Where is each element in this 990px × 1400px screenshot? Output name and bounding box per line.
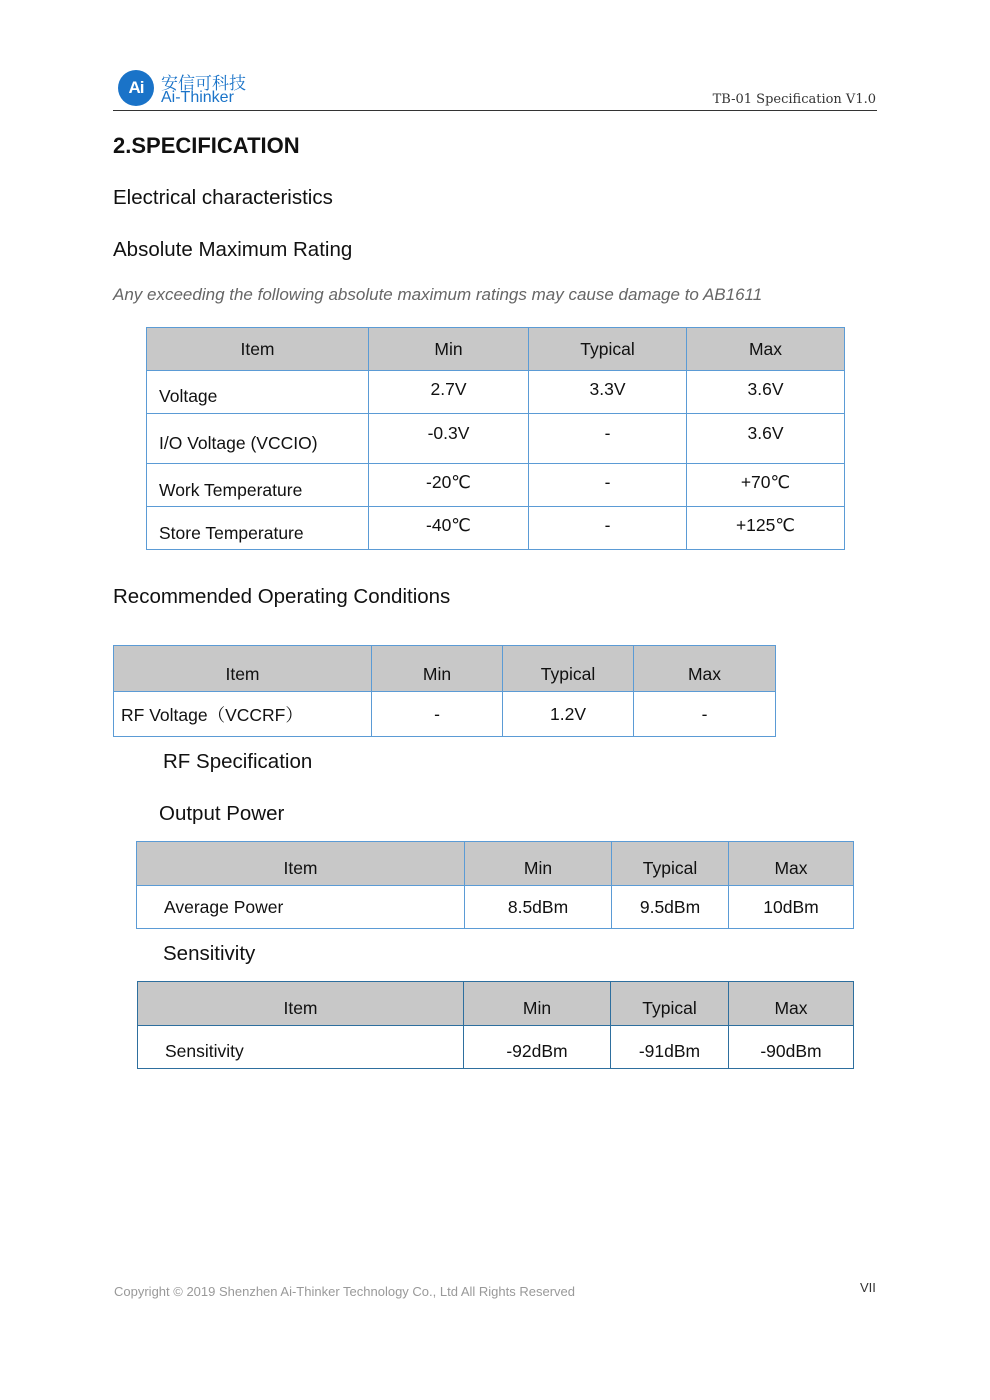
cell-typical: 9.5dBm bbox=[612, 886, 729, 929]
header-typical: Typical bbox=[612, 842, 729, 886]
cell-max: - bbox=[634, 692, 776, 737]
header-typical: Typical bbox=[529, 328, 687, 371]
absmax-title: Absolute Maximum Rating bbox=[113, 238, 353, 261]
logo-mark: Ai bbox=[128, 78, 144, 97]
output-power-title: Output Power bbox=[159, 802, 285, 825]
output-power-table bbox=[136, 841, 854, 929]
header-max: Max bbox=[729, 982, 854, 1026]
cell-typical: 3.3V bbox=[529, 371, 687, 414]
cell-typical: -91dBm bbox=[611, 1026, 729, 1069]
cell-item: Sensitivity bbox=[138, 1026, 464, 1069]
table-row bbox=[147, 371, 845, 414]
cell-min: -20℃ bbox=[369, 464, 529, 507]
sensitivity-table bbox=[137, 981, 854, 1069]
cell-min: - bbox=[372, 692, 503, 737]
rf-spec-title: RF Specification bbox=[163, 750, 313, 773]
cell-item: Store Temperature bbox=[147, 507, 369, 550]
electrical-title: Electrical characteristics bbox=[113, 186, 333, 209]
header-item: Item bbox=[114, 646, 372, 692]
document-id: TB-01 Specification V1.0 bbox=[712, 92, 876, 107]
cell-max: +70℃ bbox=[687, 464, 845, 507]
header-item: Item bbox=[138, 982, 464, 1026]
cell-max: 10dBm bbox=[729, 886, 854, 929]
recommended-table bbox=[113, 645, 776, 737]
header-max: Max bbox=[634, 646, 776, 692]
table-row bbox=[137, 886, 854, 929]
cell-item: RF Voltage（VCCRF） bbox=[114, 692, 372, 737]
cell-max: 3.6V bbox=[687, 371, 845, 414]
cell-min: -92dBm bbox=[464, 1026, 611, 1069]
header-min: Min bbox=[464, 982, 611, 1026]
header-min: Min bbox=[465, 842, 612, 886]
table-row bbox=[114, 692, 776, 737]
logo-chinese-name: 安信可科技 bbox=[161, 74, 246, 94]
cell-item: Average Power bbox=[137, 886, 465, 929]
cell-typical: - bbox=[529, 507, 687, 550]
sensitivity-title: Sensitivity bbox=[163, 942, 256, 965]
cell-item: Voltage bbox=[147, 371, 369, 414]
cell-min: 8.5dBm bbox=[465, 886, 612, 929]
cell-min: -0.3V bbox=[369, 414, 529, 464]
page-number: VII bbox=[860, 1280, 876, 1295]
header-typical: Typical bbox=[611, 982, 729, 1026]
cell-max: +125℃ bbox=[687, 507, 845, 550]
table-row bbox=[147, 414, 845, 464]
company-logo bbox=[118, 70, 154, 106]
cell-item: Work Temperature bbox=[147, 464, 369, 507]
absmax-note: Any exceeding the following absolute maximum ratings may cause damage to AB1611 bbox=[113, 285, 763, 304]
header-min: Min bbox=[369, 328, 529, 371]
table-row bbox=[147, 507, 845, 550]
cell-max: 3.6V bbox=[687, 414, 845, 464]
header-min: Min bbox=[372, 646, 503, 692]
header-max: Max bbox=[729, 842, 854, 886]
cell-item: I/O Voltage (VCCIO) bbox=[147, 414, 369, 464]
cell-typical: - bbox=[529, 414, 687, 464]
table-row bbox=[138, 1026, 854, 1069]
header-item: Item bbox=[147, 328, 369, 371]
header-max: Max bbox=[687, 328, 845, 371]
table-row bbox=[147, 464, 845, 507]
copyright-footer: Copyright © 2019 Shenzhen Ai-Thinker Technology Co., Ltd All Rights Reserved bbox=[114, 1284, 575, 1299]
cell-typical: - bbox=[529, 464, 687, 507]
logo-english-name: Ai-Thinker bbox=[161, 89, 234, 106]
absmax-table bbox=[146, 327, 845, 550]
recommended-title: Recommended Operating Conditions bbox=[113, 585, 451, 608]
header-item: Item bbox=[137, 842, 465, 886]
cell-min: -40℃ bbox=[369, 507, 529, 550]
section-title: 2.SPECIFICATION bbox=[113, 133, 300, 158]
cell-typical: 1.2V bbox=[503, 692, 634, 737]
cell-min: 2.7V bbox=[369, 371, 529, 414]
header-divider bbox=[113, 110, 877, 111]
header-typical: Typical bbox=[503, 646, 634, 692]
cell-max: -90dBm bbox=[729, 1026, 854, 1069]
